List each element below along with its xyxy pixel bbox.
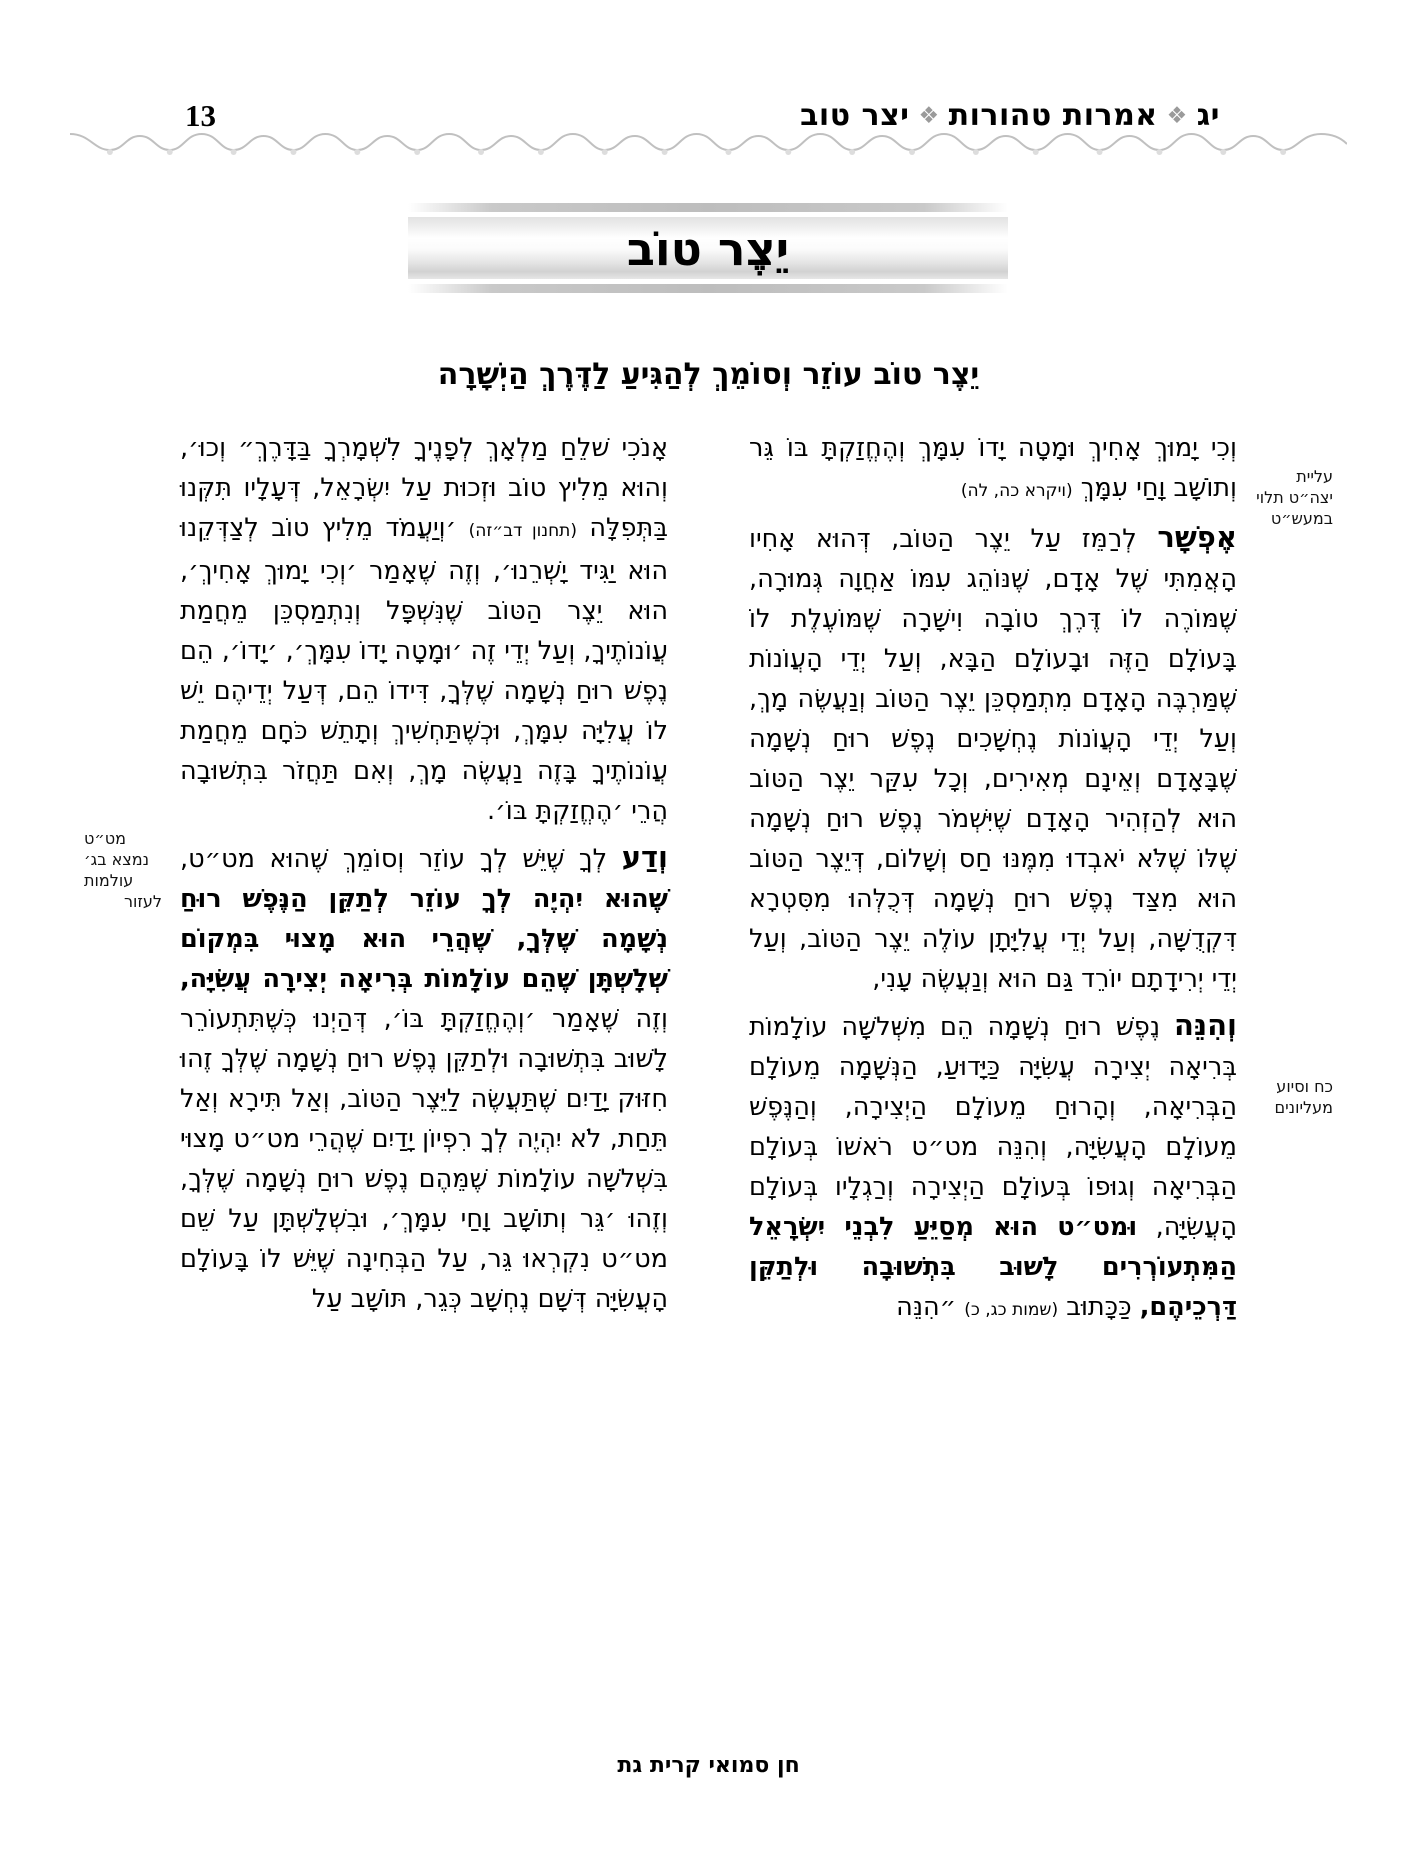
paragraph-tail: כַּכָּתוּב	[1066, 1292, 1140, 1322]
margin-gloss-right-2: כח וסיוע מעליונים	[1274, 1077, 1333, 1117]
running-head-chapter: יג	[1196, 98, 1220, 133]
section-title-banner	[408, 203, 1008, 293]
paragraph-anochi	[180, 428, 668, 831]
running-head-section-title: יצר טוב	[800, 98, 910, 133]
paragraph-tail-4: וְזֶה שֶׁאָמַר ׳וְהֶחֱזַקְתָּ בּוֹ׳, דְּהַיְנוּ כְּשֶׁתִּתְעוֹרֵר לָשׁוּב בִּתְשׁוּבָה וּלְתַקֵּן נֶפֶשׁ רוּחַ נְשָׁמָה שֶׁלְּךָ זֶהוּ חִזּוּק יָדַיִם שֶׁתַּעֲשֶׂה לַיֵּצֶר הַטּוֹב, וְאַל תִּירָא וְאַל תֵּחַת, לֹא יִהְיֶה לְךָ רִפְיוֹן יָדַיִם שֶׁהֲרֵי מט״ט מָצוּי בִּשְׁלשָׁה עוֹלָמוֹת שֶׁמֵּהֶם נֶפֶשׁ רוּחַ נְשָׁמָה שֶׁלְּךָ, וְזֶהוּ ׳גֵּר וְתוֹשָׁב וָחַי עִמָּךְ׳, וּבִשְׁלָשְׁתָּן עַל שֵׁם מט״ט נִקְרְאוּ גֵּר, עַל הַבְּחִינָה שֶׁיֵּשׁ לוֹ בָּעוֹלָם הָעֲשִׂיָּה דְּשָׁם נֶחְשָׁב כְּגֵר, תּוֹשָׁב עַל	[180, 1004, 668, 1314]
paragraph-lead-word-3: וְדַע	[621, 840, 669, 874]
paragraph-tail-2: ״הִנֵּה	[896, 1292, 965, 1322]
paragraph-body: לְרַמֵּז עַל יֵצֶר הַטּוֹב, דְּהוּא אָחִיו הָאֲמִתִּי שֶׁל אָדָם, שֶׁנּוֹהֵג עִמּוֹ אַחֲוָה גְּמוּרָה, שֶׁמּוֹרֶה לוֹ דֶּרֶךְ טוֹבָה וִישָׁרָה שֶׁמּוֹעֶלֶת לוֹ בָּעוֹלָם הַזֶּה וּבָעוֹלָם הַבָּא, וְעַל יְדֵי הָעֲוֹנוֹת שֶׁמַּרְבֶּה הָאָדָם מִתְמַסְכֵּן יֵצֶר הַטּוֹב וְנַעֲשֶׂה מָךְ, וְעַל יְדֵי הָעֲוֹנוֹת נֶחְשָׁכִים נֶפֶשׁ רוּחַ נְשָׁמָה שֶׁבָּאָדָם וְאֵינָם מְאִירִים, וְכָל עִקַּר יֵצֶר הַטּוֹב הוּא לְהַזְהִיר הָאָדָם שֶׁיִּשְׁמֹר נֶפֶשׁ רוּחַ נְשָׁמָה שֶׁלּוֹ שֶׁלֹּא יֹאבְדוּ מִמֶּנּוּ חַס וְשָׁלוֹם, דְּיֵצֶר הַטּוֹב הוּא מִצַּד נֶפֶשׁ רוּחַ נְשָׁמָה דְּכֻלְּהוּ מִסִּטְרָא דִּקְדֻשָּׁה, וְעַל יְדֵי עֲלִיָּתָן עוֹלֶה יֵצֶר הַטּוֹב, וְעַל יְדֵי יְרִידָתָם יוֹרֵד גַּם הוּא וְנַעֲשֶׂה עָנִי,	[749, 524, 1237, 994]
paragraph-veda	[180, 837, 668, 1319]
margin-gloss-left-1: מט״ט נמצא בג׳ עולמות לעזור	[84, 829, 162, 911]
paragraph-body-3: אָנֹכִי שׁלֵחַ מַלְאָךְ לְפָנֶיךָ לִשְׁמָרְךָ בַּדָּרֶךְ״ וְכוּ׳, וְהוּא מֵלִיץ טוֹב וּזְכוּת עַל יִשְׂרָאֵל, דְּעָלָיו תִּקְּנוּ בַּתְּפִלָּה	[180, 433, 668, 543]
paragraph-body-4: לְךָ שֶׁיֵּשׁ לְךָ עוֹזֵר וְסוֹמֵךְ שֶׁהוּא מט״ט,	[180, 844, 608, 874]
page-title: יֵצֶר טוֹב	[626, 222, 790, 276]
verse-text: וְכִי יָמוּךְ אָחִיךְ וּמָטָה יָדוֹ עִמָּךְ וְהֶחֱזַקְתָּ בּוֹ גֵּר וְתוֹשָׁב וָחַי עִמָּךְ	[749, 433, 1237, 503]
source-citation: (ויקרא כה, לה)	[960, 481, 1073, 501]
banner-plate	[408, 217, 1008, 279]
paragraph-bold-tail-2: שֶׁהוּא יִהְיֶה לְךָ עוֹזֵר לְתַקֵּן הַנֶּפֶשׁ רוּחַ נְשָׁמָה שֶׁלְּךָ, שֶׁהֲרֵי הוּא מָצוּי בִּמְקוֹם שְׁלָשְׁתָּן שֶׁהֵם עוֹלָמוֹת בְּרִיאָה יְצִירָה עֲשִׂיָּה,	[180, 884, 668, 994]
decorative-scroll-rule	[70, 128, 1347, 158]
source-citation-2: (שמות כג, כ)	[964, 1300, 1059, 1320]
column-right	[749, 428, 1333, 1330]
paragraph-tail-3: ׳וְיַעֲמֹד מֵלִיץ טוֹב לְצַדְּקֵנוּ הוּא יַגִּיד יָשְׁרֵנוּ׳, וְזֶה שֶׁאָמַר ׳וְכִי יָמוּךְ אָחִיךְ׳, הוּא יֵצֶר הַטּוֹב שֶׁנִּשְׁפָּל וְנִתְמַסְכֵּן מֵחֲמַת עֲוֹנוֹתֶיךָ, וְעַל יְדֵי זֶה ׳וּמָטָה יָדוֹ עִמָּךְ׳, ׳יָדוֹ׳, הֵם נֶפֶשׁ רוּחַ נְשָׁמָה שֶׁלְּךָ, דִּידוֹ הֵם, דְּעַל יְדֵיהֶם יֵשׁ לוֹ עֲלִיָּה עִמָּךְ, וּכְשֶׁתַּחְשִׁיךְ וְתָתֵשׁ כֹּחָם מֵחֲמַת עֲוֹנוֹתֶיךָ בָּזֶה נַעֲשֶׂה מָךְ, וְאִם תַּחֲזֹר בִּתְשׁוּבָה הֲרֵי ׳הֶחֱזַקְתָּ בּוֹ׳.	[180, 513, 668, 826]
ornament-icon-2: ❖	[918, 103, 940, 129]
banner-rule-top	[408, 203, 1008, 212]
paragraph-bold-tail: וּמט״ט הוּא מְסַיֵּעַ לִבְנֵי יִשְׂרָאֵל הַמִּתְעוֹרְרִים לָשׁוּב בִּתְשׁוּבָה וּלְתַקֵּן דַּרְכֵיהֶם,	[749, 1212, 1237, 1322]
paragraph-verse	[749, 428, 1237, 511]
paragraph-body-2: נֶפֶשׁ רוּחַ נְשָׁמָה הֵם מִשְּׁלשָׁה עוֹלָמוֹת בְּרִיאָה יְצִירָה עֲשִׂיָּה כַּיָּדוּעַ, הַנְּשָׁמָה מֵעוֹלָם הַבְּרִיאָה, וְהָרוּחַ מֵעוֹלָם הַיְצִירָה, וְהַנֶּפֶשׁ מֵעוֹלָם הָעֲשִׂיָּה, וְהִנֵּה מט״ט רֹאשׁוֹ בְּעוֹלָם הַבְּרִיאָה וְגוּפוֹ בְּעוֹלָם הַיְצִירָה וְרַגְלָיו בְּעוֹלָם הָעֲשִׂיָּה,	[749, 1012, 1237, 1242]
column-left	[84, 428, 669, 1319]
paragraph-vehineh	[749, 1005, 1237, 1330]
banner-rule-bottom	[408, 284, 1008, 293]
page-subtitle: יֵצֶר טוֹב עוֹזֵר וְסוֹמֵךְ לְהַגִּיעַ לַדֶּרֶךְ הַיְשָׁרָה	[437, 357, 980, 392]
body-columns	[84, 428, 1333, 1698]
paragraph-efshar	[749, 517, 1237, 999]
ornament-icon: ❖	[1166, 103, 1188, 129]
page-footer: חן סמואי קרית גת	[617, 1753, 800, 1778]
paragraph-lead-word-2: וְהִנֵּה	[1174, 1008, 1237, 1042]
running-head-book-title: אמרות טהורות	[948, 98, 1158, 133]
margin-gloss-right-1: עליית יצה״ט תלוי במעש״ט	[1256, 467, 1333, 528]
paragraph-lead-word: אֶפְשָׁר	[1157, 520, 1237, 554]
source-citation-3: (תחנון דב״זה)	[468, 521, 577, 541]
folio-number: 13	[185, 98, 216, 133]
